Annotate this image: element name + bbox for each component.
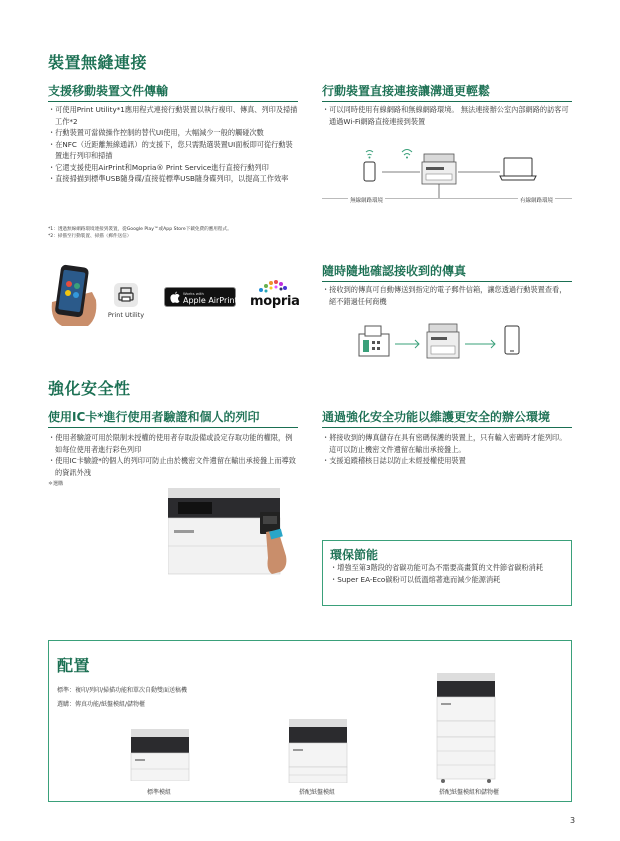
config-label: 搭配紙盤模組 [298,789,335,796]
eco-box [322,540,572,606]
list-item: ・支援追蹤稽核日誌以防止未經授權使用裝置 [322,456,466,465]
section-title-security: 強化安全性 [48,379,131,398]
config-label: 標準模組 [146,789,171,796]
mopria-text: mopria [250,294,300,309]
list-item: ・可使用Print Utility*1應用程式連接行動裝置以執行複印、傳真、列印及掃描工作*2 [48,105,298,126]
wireless-label: 無線網路環境 [350,198,384,204]
heading-secure-office: 通過強化安全功能以維護更安全的辦公環境 [322,408,572,428]
wired-label: 有線網路環境 [520,198,554,204]
page-number: 3 [570,816,576,825]
list-item: ・Super EA-Eco碳粉可以低溫熔著進而減少能源消耗 [330,574,501,584]
mopria-dots-icon [258,278,288,294]
mopria-logo [250,278,300,312]
airprint-big-text: Apple AirPrint [183,296,238,305]
heading-direct-connect: 行動裝置直接連接讓溝通更輕鬆 [322,82,572,102]
fax-anywhere-list [322,284,572,307]
list-item: ・接收到的傳真可自動傳送到指定的電子郵件信箱，讓您透過行動裝置查看，絕不錯過任何商機 [322,285,567,306]
print-utility-icon [114,283,138,307]
fax-flow-diagram [355,320,535,362]
config-label: 搭配紙盤模組和儲物櫃 [438,789,499,796]
heading-fax-anywhere: 隨時隨地確認接收到的傳真 [322,262,572,282]
direct-connect-list [322,104,572,127]
ic-card-printer-image [168,486,294,578]
section-title-connect: 裝置無縫連接 [48,53,148,72]
phone-hand-image [48,262,100,328]
list-item: ・直接掃描到標準USB隨身碟/直接從標準USB隨身碟列印，以提高工作效率 [48,174,289,183]
mobile-transfer-list [48,104,298,185]
list-item: ・將接收到的傳真儲存在具有密碼保護的裝置上，只有輸入密碼時才能列印。 這可以防止機密文件遺留在輸出承接盤上。 [322,433,567,454]
print-utility-label: Print Utility [107,311,145,319]
airprint-badge [164,287,236,307]
list-item: ・在NFC（近距離無線通訊）的支援下，您只需點選裝置UI面板即可從行動裝置進行列印和掃描 [48,139,293,160]
list-item: ・使用IC卡驗證*的個人的列印可防止由於機密文件遺留在輸出承接盤上而導致的資訊外洩 [48,456,296,477]
config-box [48,640,572,802]
list-item: ・增強至第3階段的省碳功能可為不需要高畫質的文件節省碳粉消耗 [330,563,544,572]
footnote: *1：透過無線網路環境連接到裝置，從Google Play™或App Store下載免費的應用程式。 [48,227,232,232]
apple-logo-icon [170,291,180,303]
config-standard: 標準：複印/列印/掃描功能和單次自動雙面送稿機 [57,687,188,694]
ic-card-note: ＊選購 [48,481,64,487]
tray-model-image [287,717,351,783]
standard-model-image [129,727,193,781]
heading-mobile-transfer: 支援移動裝置文件傳輸 [48,82,298,102]
footnote: *2：掃描至行動裝置、掃描（郵件送信） [48,234,132,239]
tray-stand-model-image [433,671,503,783]
list-item: ・可以同時使用有線網路和無線網路環境。 無法連接辦公室內部網路的訪客可通過Wi-Fi網路直接連接到裝置 [322,105,569,126]
list-item: ・它還支援使用AirPrint和Mopria® Print Service進行直接行動列印 [48,162,269,172]
config-optional: 選購：傳真功能/紙盤模組/儲物櫃 [57,701,146,708]
ic-card-list [48,432,298,478]
secure-office-list [322,432,572,467]
footnotes [48,226,298,240]
config-title: 配置 [57,656,91,675]
list-item: ・行動裝置可當做操作控制的替代UI使用，大幅減少一般的觸碰次數 [48,128,264,137]
airprint-small-text: Works with [183,291,204,296]
list-item: ・使用者驗證可用於限制未授權的使用者存取設備或設定存取功能的權限，例如每位使用者進行彩色列印 [48,433,293,454]
eco-list [330,562,566,585]
heading-ic-card: 使用IC卡*進行使用者驗證和個人的列印 [48,408,298,428]
eco-heading: 環保節能 [330,548,379,562]
